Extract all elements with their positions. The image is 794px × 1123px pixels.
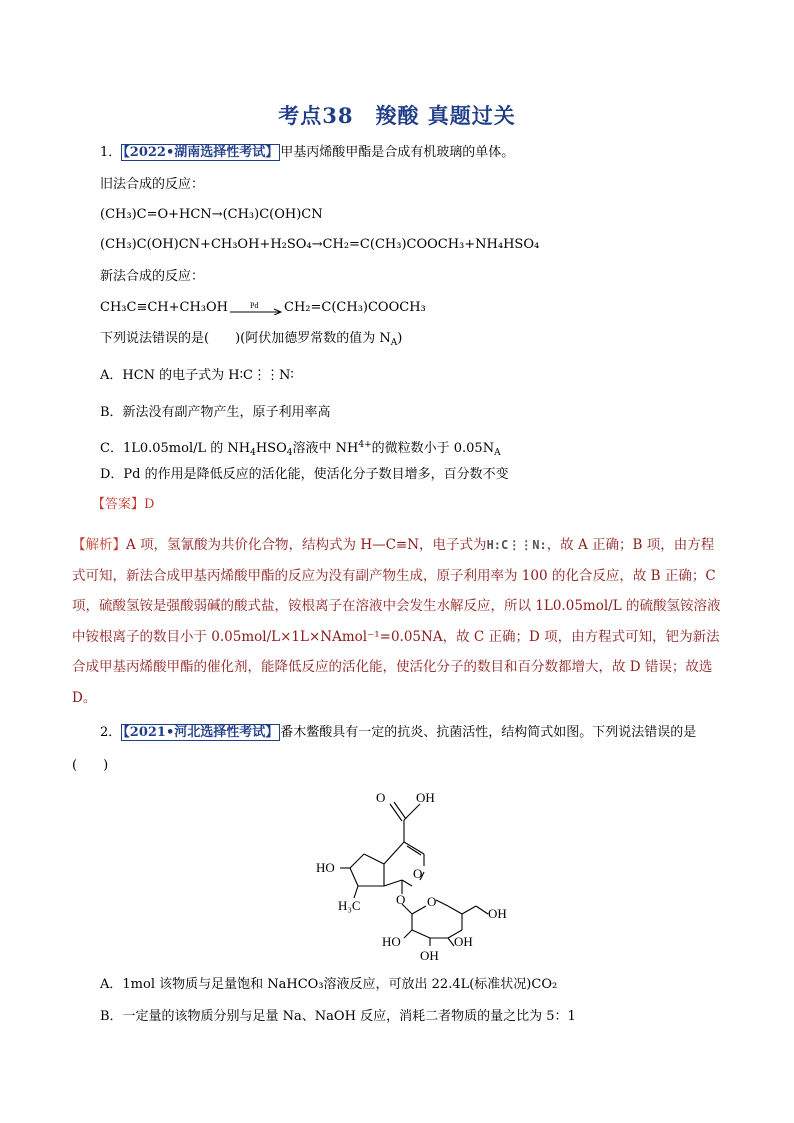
q1-equation-3	[100, 299, 426, 317]
q2-stem-line	[100, 724, 696, 742]
mol-label-h3c: H₃C	[338, 898, 361, 913]
q1-stem: 甲基丙烯酸甲酯是合成有机玻璃的单体。	[280, 145, 515, 160]
q1-analysis	[72, 530, 722, 713]
mol-label-ho-bottom: HO	[382, 934, 401, 949]
mol-label-sugar-o: O	[427, 894, 437, 909]
mol-label-oh-right: OH	[488, 906, 507, 921]
mol-label-ho: HO	[316, 860, 335, 875]
analysis-part-2: ，故 A 正确；B 项，由方程式可知，新法合成甲基丙烯酸甲酯的反应为没有副产物生成，原子利用率为 100 的化合反应，故 B 正确；C 项，硫酸氢铵是强酸弱碱的酸式盐，铵根离子在溶液中会发生水解反应，所以 1L0.05mol/L 的硫酸氢铵溶液中铵根离子的数目小于 0.05mol/L×1L×NAmol⁻¹=0.05NA，故 C 正确；D 项，由方程式可知，钯为新法合成甲基丙烯酸甲酯的催化剂，能降低反应的活化能，使活化分子的数目和百分数都增大，故 D 错误；故选 D。	[72, 537, 721, 706]
q1-ask-end: )	[397, 331, 403, 346]
q1-ask-text: 下列说法错误的是( )(阿伏加德罗常数的值为 N	[100, 331, 391, 346]
analysis-part-1: A 项，氢氰酸为共价化合物，结构式为 H—C≡N，电子式为	[126, 537, 487, 553]
answer-value: D	[144, 497, 155, 512]
mol-label-o: O	[376, 790, 386, 805]
q2-option-b: B．一定量的该物质分别与足量 Na、NaOH 反应，消耗二者物质的量之比为 5：1	[100, 1009, 576, 1024]
q1-option-a: A．HCN 的电子式为 H∶C⋮⋮N∶	[100, 368, 294, 383]
q1-source-tag: 【2022•湖南选择性考试】	[123, 145, 279, 160]
q1-equation-1: (CH₃)C=O+HCN→(CH₃)C(OH)CN	[100, 207, 323, 222]
reaction-arrow-icon	[228, 301, 284, 315]
mol-label-oh: OH	[416, 790, 435, 805]
q2-source-tag: 【2021•河北选择性考试】	[123, 725, 279, 740]
q2-option-a: A．1mol 该物质与足量饱和 NaHCO₃溶液反应，可放出 22.4L(标准状况)CO₂	[100, 977, 558, 992]
eq3-product: CH₂=C(CH₃)COOCH₃	[284, 300, 426, 315]
q1-number: 1．	[100, 145, 122, 160]
q1-option-c: C．1L0.05mol/L 的 $NH_4HSO_4$溶液中 $NH^{4+}$的微粒数小于 $0.05N_A$	[100, 440, 501, 458]
optc-sub: A	[494, 448, 501, 458]
analysis-label: 【解析】	[72, 537, 126, 553]
q1-new-label: 新法合成的反应：	[100, 269, 205, 284]
page-title: 考点38 羧酸 真题过关	[278, 103, 516, 128]
eq3-reactants: CH₃C≡CH+CH₃OH	[100, 300, 229, 315]
electron-formula-image: H:C⋮⋮N:	[486, 538, 547, 552]
q1-ask	[100, 330, 402, 352]
q1-ask-sub: A	[390, 338, 398, 348]
mol-label-link-o: O	[396, 892, 406, 907]
q1-option-b: B．新法没有副产物产生，原子利用率高	[100, 405, 331, 420]
q2-stem: 番木鳖酸具有一定的抗炎、抗菌活性，结构简式如图。下列说法错误的是	[280, 725, 697, 740]
optc-part4: 的微粒数小于 0.05N	[371, 441, 495, 456]
q2-paren: ( )	[72, 758, 109, 773]
q1-equation-2: (CH₃)C(OH)CN+CH₃OH+H₂SO₄→CH₂=C(CH₃)COOCH₃+NH₄HSO₄	[100, 237, 540, 252]
optc-part1: C．1L0.05mol/L 的 NH	[100, 441, 251, 456]
mol-label-oh-bottom-2: OH	[454, 934, 473, 949]
optc-part3: 溶液中 NH	[292, 441, 359, 456]
q2-number: 2．	[100, 725, 122, 740]
q1-stem-line	[100, 144, 514, 162]
q1-old-label: 旧法合成的反应：	[100, 177, 205, 192]
q1-option-d: D．Pd 的作用是降低反应的活化能，使活化分子数目增多，百分数不变	[100, 467, 509, 482]
optc-part2: HSO	[255, 441, 287, 456]
mol-label-ring-o: O	[413, 866, 423, 881]
mol-label-oh-bottom-1: OH	[420, 948, 439, 963]
catalyst-label: Pd	[250, 300, 259, 310]
molecule-structure-diagram	[310, 786, 540, 966]
q1-answer	[92, 496, 154, 514]
answer-label: 【答案】	[92, 497, 145, 512]
